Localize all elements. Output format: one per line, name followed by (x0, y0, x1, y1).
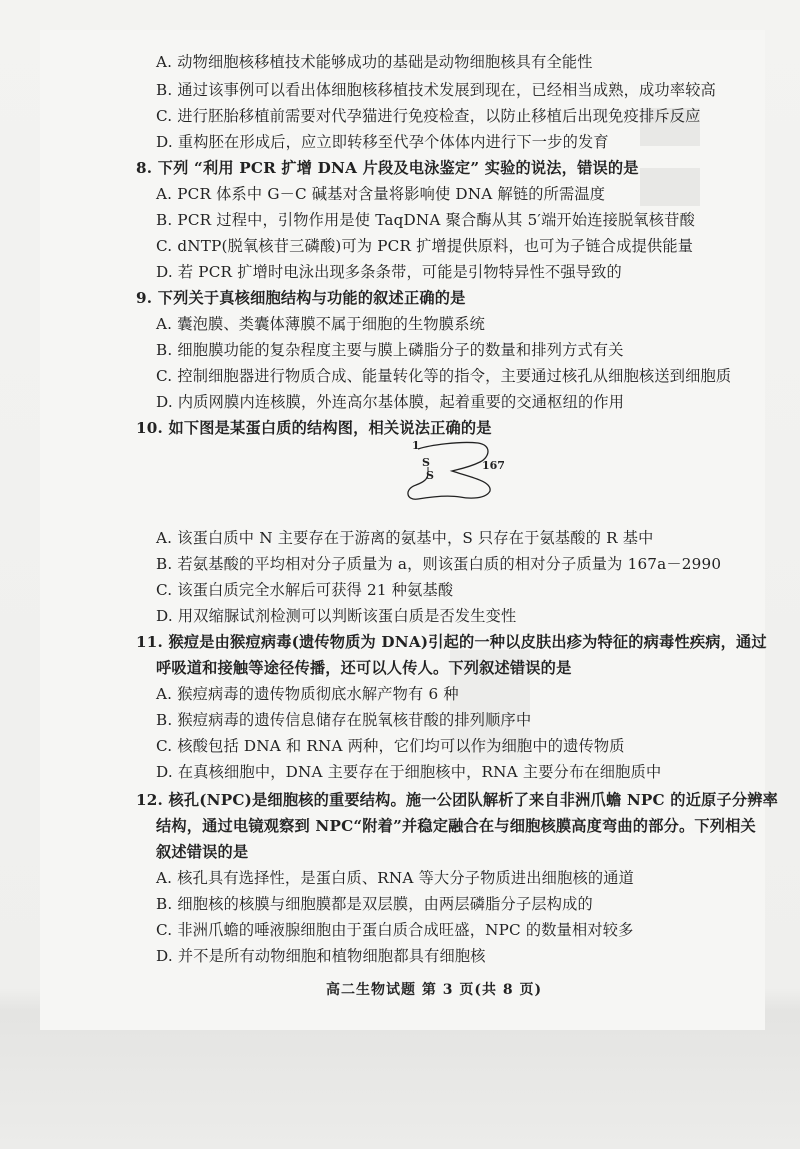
label-sulfur-2: S (426, 469, 434, 482)
q7-option-b: B. 通过该事例可以看出体细胞核移植技术发展到现在，已经相当成熟，成功率较高 (156, 81, 716, 99)
q8-stem: 8. 下列 “利用 PCR 扩增 DNA 片段及电泳鉴定” 实验的说法，错误的是 (136, 159, 639, 177)
q9-option-c: C. 控制细胞器进行物质合成、能量转化等的指令，主要通过核孔从细胞核送到细胞质 (156, 367, 732, 385)
q12-stem-line1: 12. 核孔(NPC)是细胞核的重要结构。施一公团队解析了来自非洲爪蟾 NPC 的近原子分辨率 (136, 791, 779, 809)
q7-option-c: C. 进行胚胎移植前需要对代孕猫进行免疫检查，以防止移植后出现免疫排斥反应 (156, 107, 701, 125)
label-residue-167: 167 (482, 459, 505, 472)
q10-option-c: C. 该蛋白质完全水解后可获得 21 种氨基酸 (156, 581, 454, 599)
q8-option-c: C. dNTP(脱氧核苷三磷酸)可为 PCR 扩增提供原料，也可为子链合成提供能量 (156, 237, 694, 255)
q11-option-c: C. 核酸包括 DNA 和 RNA 两种，它们均可以作为细胞中的遗传物质 (156, 737, 625, 755)
q11-stem-line1: 11. 猴痘是由猴痘病毒(遗传物质为 DNA)引起的一种以皮肤出疹为特征的病毒性疾病，通过 (136, 633, 767, 651)
label-sulfur-1: S (422, 456, 430, 469)
q12-option-c: C. 非洲爪蟾的唾液腺细胞由于蛋白质合成旺盛，NPC 的数量相对较多 (156, 921, 634, 939)
q11-option-d: D. 在真核细胞中，DNA 主要存在于细胞核中，RNA 主要分布在细胞质中 (156, 763, 662, 781)
q12-option-a: A. 核孔具有选择性，是蛋白质、RNA 等大分子物质进出细胞核的通道 (156, 869, 635, 887)
q8-option-b: B. PCR 过程中，引物作用是使 TaqDNA 聚合酶从其 5′端开始连接脱氧核苷酸 (156, 211, 695, 229)
q10-option-d: D. 用双缩脲试剂检测可以判断该蛋白质是否发生变性 (156, 607, 517, 625)
page-footer: 高二生物试题 第 3 页(共 8 页) (326, 982, 543, 998)
q11-stem-line2: 呼吸道和接触等途径传播，还可以人传人。下列叙述错误的是 (156, 659, 572, 677)
peptide-chain-line (408, 442, 490, 499)
q9-option-b: B. 细胞膜功能的复杂程度主要与膜上磷脂分子的数量和排列方式有关 (156, 341, 624, 359)
q11-option-a: A. 猴痘病毒的遗传物质彻底水解产物有 6 种 (156, 685, 459, 703)
q12-stem-line2: 结构，通过电镜观察到 NPC“附着”并稳定融合在与细胞核膜高度弯曲的部分。下列相关 (156, 817, 756, 835)
q10-option-a: A. 该蛋白质中 N 主要存在于游离的氨基中，S 只存在于氨基酸的 R 基中 (156, 529, 654, 547)
q9-stem: 9. 下列关于真核细胞结构与功能的叙述正确的是 (136, 289, 466, 307)
q8-option-d: D. 若 PCR 扩增时电泳出现多条条带，可能是引物特异性不强导致的 (156, 263, 622, 281)
q7-option-d: D. 重构胚在形成后，应立即转移至代孕个体体内进行下一步的发育 (156, 133, 609, 151)
protein-structure-diagram (400, 437, 510, 522)
q12-stem-line3: 叙述错误的是 (156, 843, 249, 861)
q10-stem: 10. 如下图是某蛋白质的结构图，相关说法正确的是 (136, 419, 492, 437)
bleed-through-box (640, 168, 700, 206)
q12-option-d: D. 并不是所有动物细胞和植物细胞都具有细胞核 (156, 947, 486, 965)
q11-option-b: B. 猴痘病毒的遗传信息储存在脱氧核苷酸的排列顺序中 (156, 711, 532, 729)
q9-option-a: A. 囊泡膜、类囊体薄膜不属于细胞的生物膜系统 (156, 315, 485, 333)
q7-option-a: A. 动物细胞核移植技术能够成功的基础是动物细胞核具有全能性 (156, 53, 593, 71)
q8-option-a: A. PCR 体系中 G－C 碱基对含量将影响使 DNA 解链的所需温度 (156, 185, 606, 203)
label-residue-1: 1 (412, 439, 420, 452)
q10-option-b: B. 若氨基酸的平均相对分子质量为 a，则该蛋白质的相对分子质量为 167a－2990 (156, 555, 722, 573)
q9-option-d: D. 内质网膜内连核膜，外连高尔基体膜，起着重要的交通枢纽的作用 (156, 393, 625, 411)
q12-option-b: B. 细胞核的核膜与细胞膜都是双层膜，由两层磷脂分子层构成的 (156, 895, 593, 913)
